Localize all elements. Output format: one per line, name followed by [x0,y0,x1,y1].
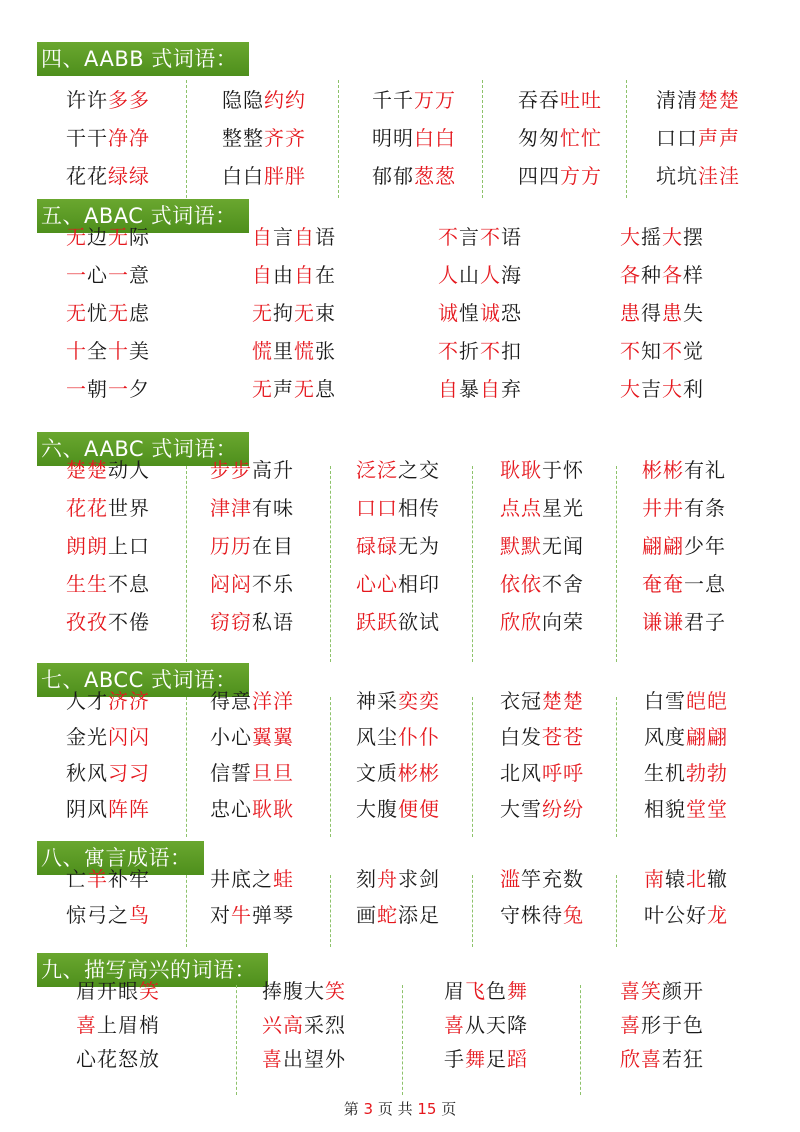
column-separator [186,875,187,947]
word-item: 许许多多 [66,88,150,112]
word-item: 心花怒放 [76,1047,160,1071]
word-item: 亡羊补牢 [66,867,150,891]
word-item: 谦谦君子 [642,610,726,634]
word-item: 生生不息 [66,572,150,596]
word-item: 匆匆忙忙 [518,126,602,150]
word-item: 泛泛之交 [356,458,440,482]
word-item: 捧腹大笑 [262,979,346,1003]
word-item: 彬彬有礼 [642,458,726,482]
footer-prefix: 第 [343,1100,359,1118]
section-header: 六、AABC 式词语： [37,432,249,466]
column-separator [472,875,473,947]
word-item: 风度翩翩 [644,725,728,749]
footer-suffix: 页 [441,1100,457,1118]
word-item: 诚惶诚恐 [438,301,522,325]
page-footer [0,1098,800,1119]
word-item: 金光闪闪 [66,725,150,749]
word-item: 大摇大摆 [620,225,704,249]
word-item: 无忧无虑 [66,301,150,325]
word-item: 碌碌无为 [356,534,440,558]
word-item: 白白胖胖 [222,164,306,188]
word-item: 南辕北辙 [644,867,728,891]
word-item: 楚楚动人 [66,458,150,482]
word-item: 井底之蛙 [210,867,294,891]
word-item: 衣冠楚楚 [500,689,584,713]
word-item: 翩翩少年 [642,534,726,558]
word-item: 各种各样 [620,263,704,287]
word-item: 无声无息 [252,377,336,401]
word-item: 历历在目 [210,534,294,558]
footer-middle: 页 共 [377,1100,413,1118]
word-item: 津津有味 [210,496,294,520]
word-item: 北风呼呼 [500,761,584,785]
section-header: 四、AABB 式词语： [37,42,249,76]
word-item: 欣喜若狂 [620,1047,704,1071]
word-item: 叶公好龙 [644,903,728,927]
section-header: 五、ABAC 式词语： [37,199,249,233]
section-header: 七、ABCC 式词语： [37,663,249,697]
word-item: 风尘仆仆 [356,725,440,749]
column-separator [330,697,331,837]
total-page-number: 15 [417,1100,437,1118]
word-item: 阴风阵阵 [66,797,150,821]
section-header: 九、描写高兴的词语： [37,953,268,987]
column-separator [186,80,187,198]
word-item: 喜形于色 [620,1013,704,1037]
word-item: 不折不扣 [438,339,522,363]
word-item: 眉开眼笑 [76,979,160,1003]
word-item: 守株待兔 [500,903,584,927]
word-item: 坑坑洼洼 [656,164,740,188]
column-separator [616,466,617,662]
word-item: 隐隐约约 [222,88,306,112]
column-separator [402,985,403,1095]
word-item: 白发苍苍 [500,725,584,749]
word-item: 自言自语 [252,225,336,249]
word-item: 十全十美 [66,339,150,363]
word-item: 一朝一夕 [66,377,150,401]
word-item: 人才济济 [66,689,150,713]
word-item: 耿耿于怀 [500,458,584,482]
word-item: 得意洋洋 [210,689,294,713]
word-item: 大腹便便 [356,797,440,821]
word-item: 心心相印 [356,572,440,596]
word-item: 小心翼翼 [210,725,294,749]
column-separator [186,697,187,837]
word-item: 口口相传 [356,496,440,520]
word-item: 眉飞色舞 [444,979,528,1003]
word-item: 喜从天降 [444,1013,528,1037]
column-separator [472,466,473,662]
word-item: 孜孜不倦 [66,610,150,634]
column-separator [616,697,617,837]
word-item: 信誓旦旦 [210,761,294,785]
word-item: 整整齐齐 [222,126,306,150]
word-item: 默默无闻 [500,534,584,558]
word-item: 奄奄一息 [642,572,726,596]
word-item: 生机勃勃 [644,761,728,785]
word-item: 自由自在 [252,263,336,287]
word-item: 明明白白 [372,126,456,150]
column-separator [482,80,483,198]
word-item: 四四方方 [518,164,602,188]
word-item: 千千万万 [372,88,456,112]
word-item: 闷闷不乐 [210,572,294,596]
word-item: 步步高升 [210,458,294,482]
word-item: 患得患失 [620,301,704,325]
column-separator [580,985,581,1095]
column-separator [626,80,627,198]
column-separator [330,875,331,947]
word-item: 无边无际 [66,225,150,249]
word-item: 文质彬彬 [356,761,440,785]
word-item: 欣欣向荣 [500,610,584,634]
word-item: 慌里慌张 [252,339,336,363]
word-item: 不言不语 [438,225,522,249]
word-item: 滥竽充数 [500,867,584,891]
word-item: 手舞足蹈 [444,1047,528,1071]
column-separator [338,80,339,198]
word-item: 喜上眉梢 [76,1013,160,1037]
word-item: 跃跃欲试 [356,610,440,634]
word-item: 无拘无束 [252,301,336,325]
column-separator [472,697,473,837]
word-item: 窃窃私语 [210,610,294,634]
word-item: 忠心耿耿 [210,797,294,821]
word-item: 兴高采烈 [262,1013,346,1037]
current-page-number: 3 [363,1100,374,1118]
word-item: 刻舟求剑 [356,867,440,891]
word-item: 秋风习习 [66,761,150,785]
word-item: 相貌堂堂 [644,797,728,821]
word-item: 朗朗上口 [66,534,150,558]
word-item: 干干净净 [66,126,150,150]
section-header: 八、寓言成语： [37,841,204,875]
word-item: 一心一意 [66,263,150,287]
word-item: 井井有条 [642,496,726,520]
column-separator [186,466,187,662]
word-item: 大雪纷纷 [500,797,584,821]
column-separator [616,875,617,947]
word-item: 对牛弹琴 [210,903,294,927]
word-item: 惊弓之鸟 [66,903,150,927]
column-separator [236,985,237,1095]
word-item: 花花绿绿 [66,164,150,188]
word-item: 依依不舍 [500,572,584,596]
word-item: 白雪皑皑 [644,689,728,713]
word-item: 大吉大利 [620,377,704,401]
word-item: 画蛇添足 [356,903,440,927]
word-item: 不知不觉 [620,339,704,363]
word-item: 人山人海 [438,263,522,287]
word-item: 喜出望外 [262,1047,346,1071]
column-separator [330,466,331,662]
word-item: 点点星光 [500,496,584,520]
word-item: 郁郁葱葱 [372,164,456,188]
word-item: 清清楚楚 [656,88,740,112]
word-item: 喜笑颜开 [620,979,704,1003]
word-item: 吞吞吐吐 [518,88,602,112]
word-item: 自暴自弃 [438,377,522,401]
word-item: 口口声声 [656,126,740,150]
word-item: 花花世界 [66,496,150,520]
word-item: 神采奕奕 [356,689,440,713]
